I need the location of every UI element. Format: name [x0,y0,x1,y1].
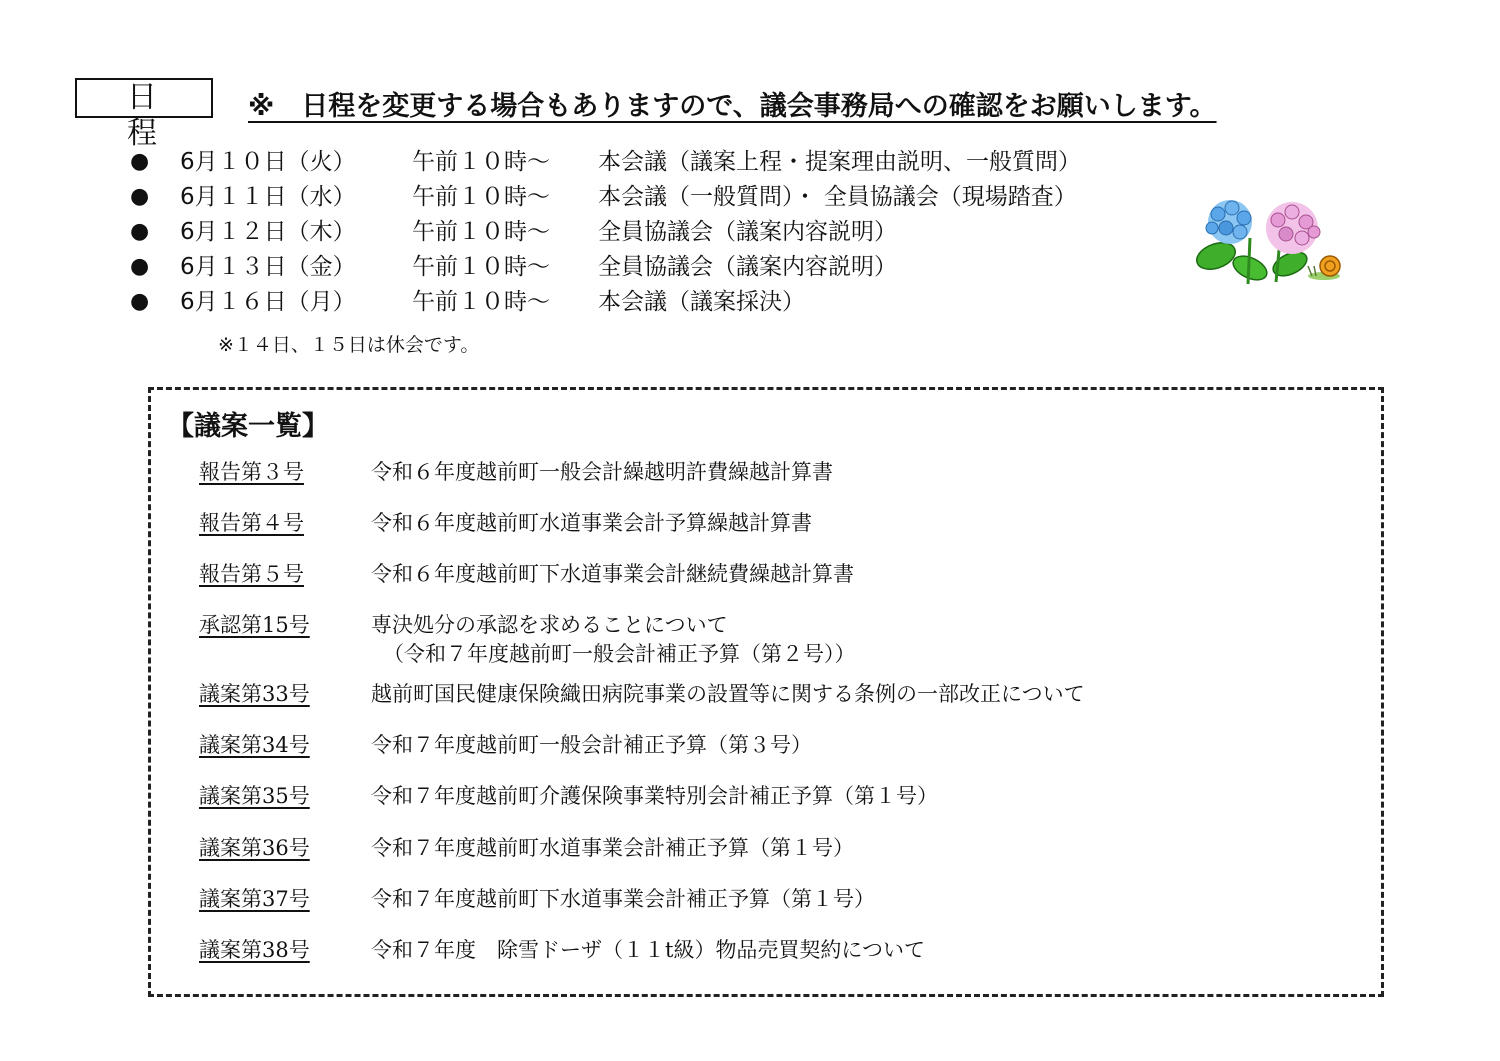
bill-title: 令和７年度越前町水道事業会計補正予算（第１号） [371,836,854,860]
schedule-date: 6月１２日（木） [180,219,356,245]
schedule-date: 6月１０日（火） [180,149,356,175]
schedule-date: 6月１６日（月） [180,289,356,315]
bill-number-link[interactable]: 報告第５号 [199,562,304,586]
schedule-notice: ※ 日程を変更する場合もありますので、議会事務局への確認をお願いします。 [248,91,1217,122]
bill-title: 令和６年度越前町水道事業会計予算繰越計算書 [371,511,812,535]
schedule-date: 6月１１日（水） [180,184,356,210]
schedule-time: 午前１０時～ [412,149,550,175]
bill-number-link[interactable]: 議案第36号 [199,836,310,860]
schedule-time: 午前１０時～ [412,289,550,315]
hydrangea-icon [1190,198,1356,290]
bill-number-link[interactable]: 議案第37号 [199,887,310,911]
schedule-time: 午前１０時～ [412,219,550,245]
schedule-event: 本会議（議案上程・提案理由説明、一般質問） [598,149,1081,175]
schedule-event: 本会議（一般質問）・ 全員協議会（現場踏査） [598,184,1077,210]
schedule-event: 本会議（議案採決） [598,289,805,315]
schedule-event: 全員協議会（議案内容説明） [598,254,897,280]
bill-number-link[interactable]: 議案第35号 [199,784,310,808]
bill-title: 令和６年度越前町一般会計繰越明許費繰越計算書 [371,460,833,484]
bill-title: 令和７年度 除雪ドーザ（１１t級）物品売買契約について [371,938,926,962]
bill-title: 令和７年度越前町下水道事業会計補正予算（第１号） [371,887,875,911]
bullet-icon: ● [130,254,150,279]
recess-note: ※１４日、１５日は休会です。 [218,334,480,356]
bullet-icon: ● [130,219,150,244]
bill-title: 令和６年度越前町下水道事業会計継続費繰越計算書 [371,562,854,586]
bill-title: 越前町国民健康保険織田病院事業の設置等に関する条例の一部改正について [371,682,1085,706]
bill-list-panel [148,387,1384,997]
schedule-date: 6月１３日（金） [180,254,356,280]
snail-icon [1308,256,1340,280]
bill-number-link[interactable]: 承認第15号 [199,613,310,637]
pink-flower-cluster-icon [1266,202,1320,254]
bill-title: 専決処分の承認を求めることについて [371,613,728,637]
blue-flower-cluster-icon [1206,200,1252,244]
bullet-icon: ● [130,289,150,314]
bill-title: 令和７年度越前町一般会計補正予算（第３号） [371,733,812,757]
bill-number-link[interactable]: 議案第34号 [199,733,310,757]
schedule-time: 午前１０時～ [412,254,550,280]
bill-subtitle: （令和７年度越前町一般会計補正予算（第２号）） [383,642,856,666]
schedule-time: 午前１０時～ [412,184,550,210]
bill-list-title: 【議案一覧】 [167,411,329,442]
bill-number-link[interactable]: 議案第38号 [199,938,310,962]
bill-number-link[interactable]: 議案第33号 [199,682,310,706]
schedule-event: 全員協議会（議案内容説明） [598,219,897,245]
bullet-icon: ● [130,149,150,174]
page-title: 日 程 [75,78,213,118]
bill-number-link[interactable]: 報告第４号 [199,511,304,535]
bullet-icon: ● [130,184,150,209]
bill-title: 令和７年度越前町介護保険事業特別会計補正予算（第１号） [371,784,938,808]
bill-number-link[interactable]: 報告第３号 [199,460,304,484]
